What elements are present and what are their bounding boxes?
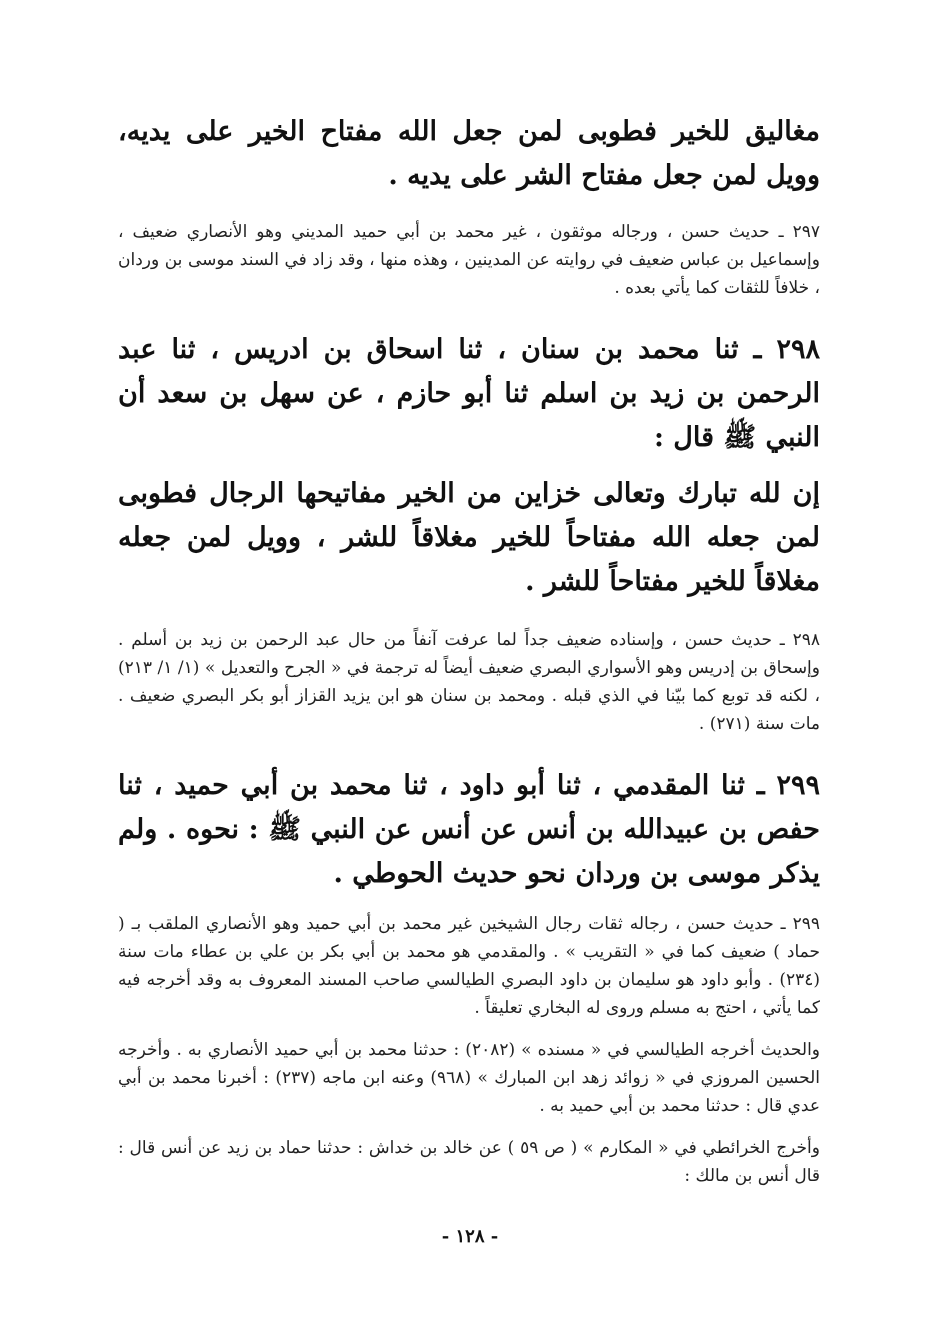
page-number: - ١٢٨ - — [441, 1226, 499, 1247]
footnote-298: ٢٩٨ ـ حديث حسن ، وإسناده ضعيف جداً لما عرفت آنفاً من حال عبد الرحمن بن زيد بن أسلم . وإسحاق بن إدريس وهو الأسواري البصري ضعيف أيضاً له ترجمة في « الجرح والتعديل » (١/ ١/ ٢١٣) ، لكنه قد توبع كما بيّنا في الذي قبله . ومحمد بن سنان هو ابن يزيد القزاز أبو بكر البصري ضعيف . مات سنة (٢٧١) . — [118, 630, 820, 734]
hadith-296-text: مغاليق للخير فطوبى لمن جعل الله مفتاح الخير على يديه، وويل لمن جعل مفتاح الشر على يديه . — [118, 116, 820, 191]
hadith-298-matn: إن لله تبارك وتعالى خزاين من الخير مفاتيحها الرجال فطوبى لمن جعله الله مفتاحاً للخير مغلاقاً للشر ، وويل لمن جعله مغلاقاً للخير مفتاحاً للشر . — [118, 478, 820, 597]
hadith-298-isnad: ٢٩٨ ـ ثنا محمد بن سنان ، ثنا اسحاق بن ادريس ، ثنا عبد الرحمن بن زيد بن اسلم ثنا أبو حازم ، عن سهل بن سعد أن النبي ﷺ قال : — [118, 334, 820, 453]
footnote-299-takhrij-2: وأخرج الخرائطي في « المكارم » ( ص ٥٩ ) عن خالد بن خداش : حدثنا حماد بن زيد عن أنس قال : قال أنس بن مالك : — [118, 1138, 820, 1186]
hadith-299-text: ٢٩٩ ـ ثنا المقدمي ، ثنا أبو داود ، ثنا محمد بن أبي حميد ، ثنا حفص بن عبيدالله بن أنس عن أنس عن النبي ﷺ : نحوه . ولم يذكر موسى بن وردان نحو حديث الحوطي . — [118, 770, 820, 889]
footnote-299: ٢٩٩ ـ حديث حسن ، رجاله ثقات رجال الشيخين غير محمد بن أبي حميد وهو الأنصاري الملقب بـ ( حماد ) ضعيف كما في « التقريب » . والمقدمي هو محمد بن أبي بكر بن علي بن عطاء مات سنة (٢٣٤) . وأبو داود هو سليمان بن داود البصري الطيالسي صاحب المسند المعروف به وقد أخرجه فيه كما يأتي ، احتج به مسلم وروى له البخاري تعليقاً . — [118, 914, 820, 1018]
footnote-299-takhrij-1: والحديث أخرجه الطيالسي في « مسنده » (٢٠٨٢) : حدثنا محمد بن أبي حميد الأنصاري به . وأخرجه الحسين المروزي في « زوائد زهد ابن المبارك » (٩٦٨) وعنه ابن ماجه (٢٣٧) : أخبرنا محمد بن أبي عدي قال : حدثنا محمد بن أبي حميد به . — [118, 1040, 821, 1116]
footnote-297: ٢٩٧ ـ حديث حسن ، ورجاله موثقون ، غير محمد بن أبي حميد المديني وهو الأنصاري ضعيف ، وإسماعيل بن عباس ضعيف في روايته عن المدينين ، وهذه منها ، وقد زاد في السند موسى بن وردان ، خلافاً للثقات كما يأتي بعده . — [118, 222, 820, 298]
